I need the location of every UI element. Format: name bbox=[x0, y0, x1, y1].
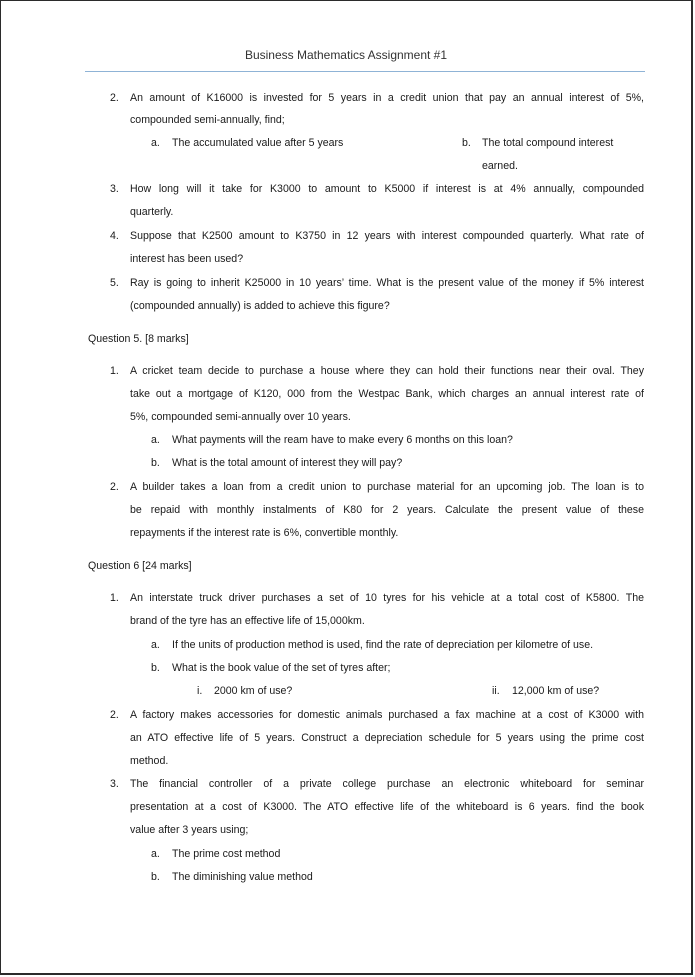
q6-item1b-i-text: 2000 km of use? bbox=[214, 685, 293, 697]
q5-item1-line2: take out a mortgage of K120, 000 from the Westpac Bank, which charges an annual interest rate of bbox=[130, 388, 644, 400]
q6-item3a-label: a. bbox=[151, 848, 160, 860]
q5-heading: Question 5. [8 marks] bbox=[88, 333, 189, 345]
q4-item2a-label: a. bbox=[151, 137, 160, 149]
q4-item2b-text: The total compound interest bbox=[482, 137, 614, 149]
q6-item2-line1: A factory makes accessories for domestic animals purchased a fax machine at a cost of K3000 with bbox=[130, 709, 644, 721]
q6-item3-line1: The financial controller of a private college purchase an electronic whiteboard for seminar bbox=[130, 778, 644, 790]
page-header-title: Business Mathematics Assignment #1 bbox=[244, 48, 448, 62]
q6-item1b-text: What is the book value of the set of tyres after; bbox=[172, 662, 391, 674]
q4-item5-line1: Ray is going to inherit K25000 in 10 years’ time. What is the present value of the money if 5% interest bbox=[130, 277, 644, 289]
q5-item1-number: 1. bbox=[110, 365, 119, 377]
q5-item2-line2: be repaid with monthly instalments of K80 for 2 years. Calculate the present value of these bbox=[130, 504, 644, 516]
q6-item1-line2: brand of the tyre has an effective life of 15,000km. bbox=[130, 615, 365, 627]
q4-item2-line1: An amount of K16000 is invested for 5 years in a credit union that pay an annual interest of 5%, bbox=[130, 92, 644, 104]
q4-item4-line1: Suppose that K2500 amount to K3750 in 12 years with interest compounded quarterly. What rate of bbox=[130, 230, 644, 242]
q6-item3b-text: The diminishing value method bbox=[172, 871, 313, 883]
q6-item1b-ii-text: 12,000 km of use? bbox=[512, 685, 600, 697]
q5-item1b-text: What is the total amount of interest they will pay? bbox=[172, 457, 403, 469]
q6-item1b-i-label: i. bbox=[197, 685, 203, 697]
q4-item3-line2: quarterly. bbox=[130, 206, 174, 218]
q6-item1-line1: An interstate truck driver purchases a set of 10 tyres for his vehicle at a total cost of K5800. The bbox=[130, 592, 644, 604]
q6-item3-number: 3. bbox=[110, 778, 119, 790]
q4-item5-number: 5. bbox=[110, 277, 119, 289]
q6-item1b-label: b. bbox=[151, 662, 160, 674]
q5-item1b-label: b. bbox=[151, 457, 160, 469]
q4-item2-number: 2. bbox=[110, 92, 119, 104]
q6-item3-line2: presentation at a cost of K3000. The ATO effective life of the whiteboard is 6 years. find the book bbox=[130, 801, 644, 813]
q6-item3a-text: The prime cost method bbox=[172, 848, 281, 860]
q6-item1a-label: a. bbox=[151, 639, 160, 651]
q6-item2-line3: method. bbox=[130, 755, 169, 767]
q5-item1a-text: What payments will the ream have to make every 6 months on this loan? bbox=[172, 434, 513, 446]
q4-item2a-text: The accumulated value after 5 years bbox=[172, 137, 344, 149]
q4-item5-line2: (compounded annually) is added to achieve this figure? bbox=[130, 300, 390, 312]
q5-item2-line1: A builder takes a loan from a credit union to purchase material for an upcoming job. The loan is to bbox=[130, 481, 644, 493]
q4-item2-line2: compounded semi-annually, find; bbox=[130, 114, 285, 126]
q5-item1-line1: A cricket team decide to purchase a house where they can hold their functions near their oval. They bbox=[130, 365, 644, 377]
q6-item1-number: 1. bbox=[110, 592, 119, 604]
q5-item1-line3: 5%, compounded semi-annually over 10 years. bbox=[130, 411, 351, 423]
q4-item2b-text-cont: earned. bbox=[482, 160, 518, 172]
q4-item4-number: 4. bbox=[110, 230, 119, 242]
q5-item2-line3: repayments if the interest rate is 6%, convertible monthly. bbox=[130, 527, 399, 539]
q5-item1a-label: a. bbox=[151, 434, 160, 446]
q6-heading: Question 6 [24 marks] bbox=[88, 560, 192, 572]
header-divider bbox=[85, 71, 645, 72]
q4-item3-number: 3. bbox=[110, 183, 119, 195]
q4-item2b-label: b. bbox=[462, 137, 471, 149]
q4-item3-line1: How long will it take for K3000 to amount to K5000 if interest is at 4% annually, compounded bbox=[130, 183, 644, 195]
q6-item2-line2: an ATO effective life of 5 years. Construct a depreciation schedule for 5 years using the prime cost bbox=[130, 732, 644, 744]
q6-item3b-label: b. bbox=[151, 871, 160, 883]
q6-item2-number: 2. bbox=[110, 709, 119, 721]
q6-item3-line3: value after 3 years using; bbox=[130, 824, 249, 836]
q6-item1b-ii-label: ii. bbox=[492, 685, 500, 697]
q5-item2-number: 2. bbox=[110, 481, 119, 493]
q4-item4-line2: interest has been used? bbox=[130, 253, 244, 265]
q6-item1a-text: If the units of production method is used, find the rate of depreciation per kilometre of use. bbox=[172, 639, 594, 651]
